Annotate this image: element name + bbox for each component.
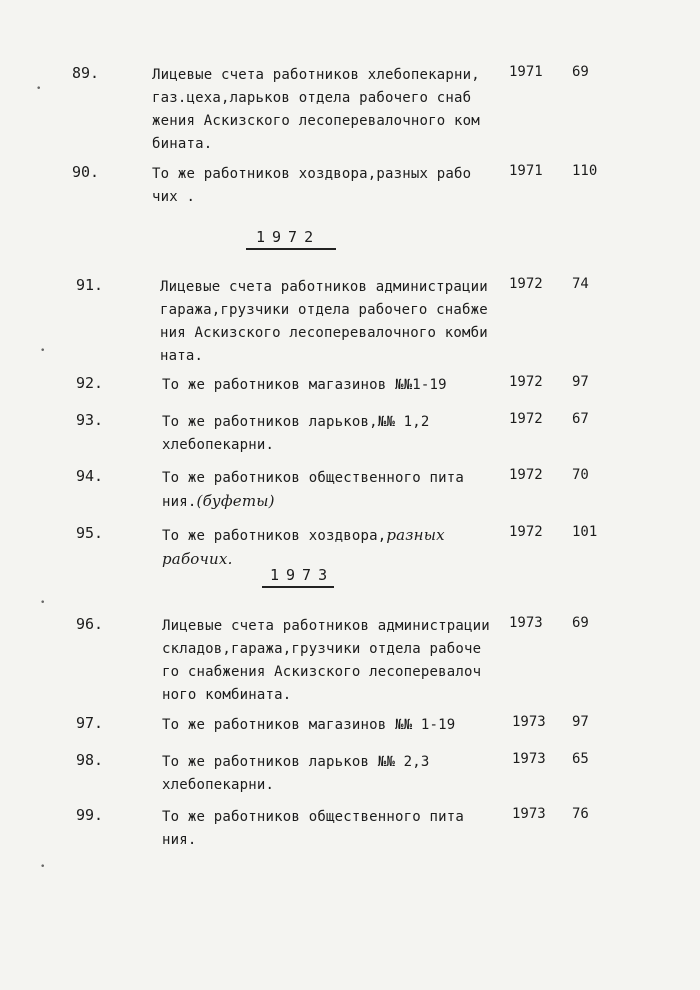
desc-line: чих . (152, 189, 196, 205)
desc-line: бината. (152, 136, 213, 152)
entry-year: 1973 (509, 615, 543, 631)
entry-number: 95. (76, 524, 104, 542)
entry-year: 1971 (509, 163, 543, 179)
desc-line: ного комбината. (162, 687, 292, 703)
desc-line: ната. (160, 348, 204, 364)
entry-year: 1972 (509, 524, 543, 540)
desc-line: Лицевые счета работников администрации (160, 279, 488, 295)
entry-year: 1973 (512, 806, 546, 822)
entry-description (162, 615, 512, 707)
entry-number: 92. (76, 374, 104, 392)
entry-count: 76 (572, 806, 589, 822)
entry-count: 101 (572, 524, 598, 540)
typed-text: ния. (162, 494, 197, 510)
desc-line (162, 524, 512, 548)
entry-number: 98. (76, 751, 104, 769)
entry-description (152, 64, 502, 156)
desc-line: То же работников магазинов №№1-19 (162, 377, 447, 393)
entry-description (162, 751, 512, 797)
desc-line: Лицевые счета работников хлебопекарни, (152, 67, 480, 83)
entry-count: 70 (572, 467, 589, 483)
year-heading-1973: 1973 (270, 566, 335, 584)
desc-line: складов,гаража,грузчики отдела рабоче (162, 641, 482, 657)
entry-number: 93. (76, 411, 104, 429)
desc-line: ния Аскизского лесоперевалочного комби (160, 325, 488, 341)
entry-year: 1972 (509, 374, 543, 390)
entry-count: 74 (572, 276, 589, 292)
entry-number: 90. (72, 163, 100, 181)
desc-line: гаража,грузчики отдела рабочего снабже (160, 302, 488, 318)
entry-number: 97. (76, 714, 104, 732)
entry-description (160, 276, 510, 368)
desc-line: газ.цеха,ларьков отдела рабочего снаб (152, 90, 472, 106)
desc-line (162, 490, 512, 514)
entry-description (162, 467, 512, 514)
entry-count: 97 (572, 374, 589, 390)
entry-count: 65 (572, 751, 589, 767)
desc-line: То же работников хоздвора,разных рабо (152, 166, 472, 182)
entry-year: 1973 (512, 751, 546, 767)
entry-number: 96. (76, 615, 104, 633)
heading-underline (246, 248, 336, 250)
entry-number: 94. (76, 467, 104, 485)
desc-line: хлебопекарни. (162, 437, 275, 453)
entry-description (162, 806, 512, 852)
handwritten-note: разных (386, 526, 445, 544)
handwritten-note: (буфеты) (196, 492, 275, 510)
entry-year: 1972 (509, 411, 543, 427)
desc-line: То же работников общественного пита (162, 809, 465, 825)
scan-speck: • (40, 598, 46, 608)
scan-speck: • (40, 346, 46, 356)
entry-count: 110 (572, 163, 598, 179)
entry-number: 99. (76, 806, 104, 824)
desc-line: То же работников ларьков,№№ 1,2 (162, 414, 430, 430)
entry-year: 1973 (512, 714, 546, 730)
entry-number: 91. (76, 276, 104, 294)
desc-line: То же работников ларьков №№ 2,3 (162, 754, 430, 770)
typed-text: То же работников хоздвора, (162, 528, 387, 544)
entry-count: 97 (572, 714, 589, 730)
heading-underline (262, 586, 334, 588)
entry-description (162, 714, 512, 737)
scan-speck: • (36, 84, 42, 94)
desc-line: ния. (162, 832, 197, 848)
entry-description (152, 163, 502, 209)
desc-line: То же работников общественного пита (162, 470, 465, 486)
entry-year: 1972 (509, 467, 543, 483)
entry-year: 1971 (509, 64, 543, 80)
entry-description (162, 411, 512, 457)
desc-line: жения Аскизского лесоперевалочного ком (152, 113, 480, 129)
entry-description (162, 374, 512, 397)
desc-line: го снабжения Аскизского лесоперевалоч (162, 664, 482, 680)
desc-line: хлебопекарни. (162, 777, 275, 793)
desc-line: Лицевые счета работников администрации (162, 618, 490, 634)
year-heading-1972: 1972 (256, 228, 321, 246)
entry-count: 67 (572, 411, 589, 427)
entry-year: 1972 (509, 276, 543, 292)
scan-speck: • (40, 862, 46, 872)
entry-description (162, 524, 512, 571)
entry-count: 69 (572, 615, 589, 631)
handwritten-note: рабочих. (162, 550, 233, 568)
entry-count: 69 (572, 64, 589, 80)
desc-line: То же работников магазинов №№ 1-19 (162, 717, 456, 733)
entry-number: 89. (72, 64, 100, 82)
